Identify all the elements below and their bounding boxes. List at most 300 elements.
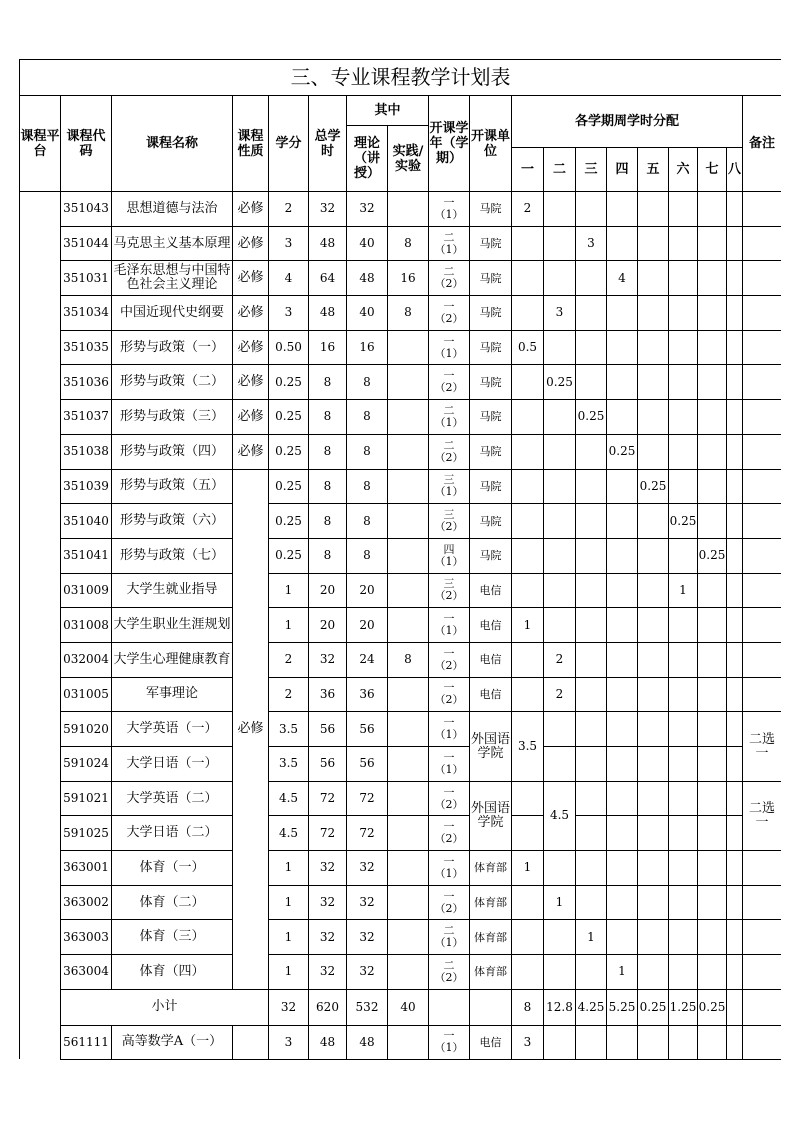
total-hours: 64 <box>309 261 347 296</box>
practice-hours <box>388 608 429 643</box>
open-year: 一 <box>443 889 455 903</box>
open-term <box>429 469 470 504</box>
theory-hours: 16 <box>347 330 388 365</box>
semester-hours-6: 1 <box>669 573 698 608</box>
theory-hours: 8 <box>347 469 388 504</box>
open-term <box>429 365 470 400</box>
semester-hours-8 <box>727 642 743 677</box>
semester-hours-3 <box>576 330 607 365</box>
semester-hours-4 <box>607 296 638 331</box>
semester-hours-2: 4.5 <box>544 781 576 850</box>
theory-hours: 40 <box>347 296 388 331</box>
credit: 4.5 <box>269 781 309 816</box>
header-total-hours: 总学时 <box>309 96 347 192</box>
semester-hours-5 <box>638 816 669 851</box>
theory-hours: 8 <box>347 400 388 435</box>
table-row <box>20 955 782 990</box>
semester-hours-5 <box>638 920 669 955</box>
semester-hours-2 <box>544 469 576 504</box>
semester-hours-2: 2 <box>544 642 576 677</box>
course-name: 思想道德与法治 <box>112 192 233 227</box>
semester-hours-1 <box>512 226 544 261</box>
subtotal-remark <box>743 989 782 1025</box>
table-row <box>20 400 782 435</box>
open-semester: （2） <box>434 381 464 395</box>
course-code: 351044 <box>61 226 112 261</box>
course-code: 031005 <box>61 677 112 712</box>
remark <box>743 538 782 573</box>
semester-hours-5 <box>638 608 669 643</box>
total-hours: 8 <box>309 400 347 435</box>
subtotal-semester-5: 0.25 <box>638 989 669 1025</box>
open-semester: （1） <box>434 866 464 880</box>
semester-hours-4 <box>607 747 638 782</box>
semester-hours-4 <box>607 712 638 747</box>
total-hours: 16 <box>309 330 347 365</box>
theory-hours: 32 <box>347 885 388 920</box>
total-hours: 48 <box>309 1025 347 1059</box>
remark <box>743 400 782 435</box>
semester-hours-4 <box>607 365 638 400</box>
semester-hours-2 <box>544 434 576 469</box>
course-nature: 必修 <box>233 192 269 227</box>
open-year: 三 <box>443 508 455 522</box>
open-term <box>429 538 470 573</box>
remark <box>743 469 782 504</box>
semester-hours-3 <box>576 192 607 227</box>
header-semester-8: 八 <box>727 148 743 192</box>
table-row <box>20 296 782 331</box>
practice-hours <box>388 712 429 747</box>
semester-hours-5 <box>638 851 669 886</box>
semester-hours-6 <box>669 226 698 261</box>
semester-hours-7 <box>698 573 727 608</box>
course-code: 351041 <box>61 538 112 573</box>
dept: 马院 <box>470 504 512 539</box>
semester-hours-5 <box>638 434 669 469</box>
dept: 电信 <box>470 608 512 643</box>
practice-hours <box>388 955 429 990</box>
semester-hours-2 <box>544 538 576 573</box>
remark <box>743 192 782 227</box>
semester-hours-5 <box>638 226 669 261</box>
semester-hours-8 <box>727 330 743 365</box>
remark <box>743 365 782 400</box>
table-row <box>20 226 782 261</box>
dept: 马院 <box>470 261 512 296</box>
open-term <box>429 504 470 539</box>
course-name: 中国近现代史纲要 <box>112 296 233 331</box>
theory-hours: 20 <box>347 608 388 643</box>
table-row <box>20 573 782 608</box>
header-semester-7: 七 <box>698 148 727 192</box>
total-hours: 8 <box>309 434 347 469</box>
semester-hours-1 <box>512 955 544 990</box>
semester-hours-6 <box>669 816 698 851</box>
practice-hours <box>388 573 429 608</box>
dept: 电信 <box>470 677 512 712</box>
semester-hours-4 <box>607 885 638 920</box>
semester-hours-1: 2 <box>512 192 544 227</box>
semester-hours-3 <box>576 1025 607 1059</box>
semester-hours-7 <box>698 192 727 227</box>
course-name: 体育（二） <box>112 885 233 920</box>
header-semester-3: 三 <box>576 148 607 192</box>
semester-hours-1: 1 <box>512 851 544 886</box>
semester-hours-8 <box>727 365 743 400</box>
course-name: 大学生就业指导 <box>112 573 233 608</box>
table-row <box>20 816 782 851</box>
semester-hours-2 <box>544 261 576 296</box>
theory-hours: 72 <box>347 781 388 816</box>
remark <box>743 885 782 920</box>
subtotal-semester-4: 5.25 <box>607 989 638 1025</box>
semester-hours-8 <box>727 851 743 886</box>
open-semester: （1） <box>434 346 464 360</box>
semester-hours-8 <box>727 538 743 573</box>
semester-hours-7 <box>698 642 727 677</box>
semester-hours-4 <box>607 677 638 712</box>
practice-hours <box>388 677 429 712</box>
practice-hours <box>388 434 429 469</box>
table-row <box>20 330 782 365</box>
semester-hours-3 <box>576 851 607 886</box>
practice-hours <box>388 851 429 886</box>
table-row <box>20 261 782 296</box>
open-year: 一 <box>443 716 455 730</box>
open-term <box>429 400 470 435</box>
semester-hours-2 <box>544 608 576 643</box>
open-semester: （1） <box>434 1041 464 1055</box>
table-row <box>20 365 782 400</box>
dept: 体育部 <box>470 851 512 886</box>
semester-hours-2 <box>544 192 576 227</box>
dept: 外国语学院 <box>470 781 512 850</box>
open-year: 二 <box>443 924 455 938</box>
open-year: 一 <box>443 820 455 834</box>
semester-hours-1 <box>512 400 544 435</box>
course-nature: 必修 <box>233 365 269 400</box>
semester-hours-4: 4 <box>607 261 638 296</box>
credit: 3 <box>269 296 309 331</box>
semester-hours-6 <box>669 608 698 643</box>
credit: 0.25 <box>269 538 309 573</box>
credit: 0.50 <box>269 330 309 365</box>
course-code: 351035 <box>61 330 112 365</box>
semester-hours-7 <box>698 296 727 331</box>
semester-hours-5 <box>638 504 669 539</box>
course-name: 毛泽东思想与中国特色社会主义理论 <box>112 261 233 296</box>
remark <box>743 677 782 712</box>
course-name: 高等数学A（一） <box>112 1025 233 1059</box>
credit: 1 <box>269 885 309 920</box>
subtotal-semester-8 <box>727 989 743 1025</box>
practice-hours <box>388 1025 429 1059</box>
semester-hours-5 <box>638 538 669 573</box>
course-name: 体育（四） <box>112 955 233 990</box>
semester-hours-4 <box>607 816 638 851</box>
semester-hours-4 <box>607 781 638 816</box>
remark <box>743 504 782 539</box>
practice-hours <box>388 365 429 400</box>
semester-hours-6 <box>669 330 698 365</box>
semester-hours-6 <box>669 781 698 816</box>
semester-hours-3 <box>576 885 607 920</box>
total-hours: 20 <box>309 573 347 608</box>
subtotal-row <box>20 989 782 1025</box>
semester-hours-2 <box>544 920 576 955</box>
semester-hours-7 <box>698 261 727 296</box>
semester-hours-1 <box>512 573 544 608</box>
semester-hours-2 <box>544 1025 576 1059</box>
open-year: 三 <box>443 577 455 591</box>
semester-hours-8 <box>727 192 743 227</box>
remark-choose-one: 二选一 <box>743 712 782 781</box>
credit: 4.5 <box>269 816 309 851</box>
semester-hours-3: 3 <box>576 226 607 261</box>
total-hours: 32 <box>309 642 347 677</box>
semester-hours-6 <box>669 365 698 400</box>
header-semester-2: 二 <box>544 148 576 192</box>
theory-hours: 8 <box>347 538 388 573</box>
open-term <box>429 955 470 990</box>
semester-hours-5 <box>638 1025 669 1059</box>
semester-hours-6 <box>669 885 698 920</box>
dept: 马院 <box>470 400 512 435</box>
header-credit: 学分 <box>269 96 309 192</box>
theory-hours: 48 <box>347 1025 388 1059</box>
practice-hours <box>388 816 429 851</box>
open-year: 三 <box>443 473 455 487</box>
semester-hours-7 <box>698 781 727 816</box>
course-code: 351031 <box>61 261 112 296</box>
credit: 1 <box>269 573 309 608</box>
semester-hours-8 <box>727 816 743 851</box>
subtotal-semester-2: 12.8 <box>544 989 576 1025</box>
semester-hours-4 <box>607 573 638 608</box>
open-semester: （1） <box>434 242 464 256</box>
semester-hours-3 <box>576 296 607 331</box>
open-term <box>429 851 470 886</box>
semester-hours-8 <box>727 712 743 747</box>
open-term <box>429 816 470 851</box>
credit: 0.25 <box>269 400 309 435</box>
dept: 体育部 <box>470 955 512 990</box>
dept: 马院 <box>470 226 512 261</box>
semester-hours-6 <box>669 261 698 296</box>
open-year: 一 <box>443 1029 455 1043</box>
open-year: 一 <box>443 785 455 799</box>
dept: 外国语学院 <box>470 712 512 781</box>
semester-hours-7 <box>698 400 727 435</box>
semester-hours-4: 0.25 <box>607 434 638 469</box>
dept: 马院 <box>470 296 512 331</box>
open-year: 一 <box>443 646 455 660</box>
course-name: 军事理论 <box>112 677 233 712</box>
semester-hours-2 <box>544 712 576 747</box>
dept: 马院 <box>470 365 512 400</box>
subtotal-label: 小计 <box>61 989 269 1025</box>
course-code: 031008 <box>61 608 112 643</box>
semester-hours-4 <box>607 851 638 886</box>
semester-hours-3 <box>576 781 607 816</box>
open-term <box>429 434 470 469</box>
course-name: 形势与政策（四） <box>112 434 233 469</box>
remark <box>743 920 782 955</box>
semester-hours-3: 0.25 <box>576 400 607 435</box>
semester-hours-6 <box>669 400 698 435</box>
semester-hours-5 <box>638 192 669 227</box>
theory-hours: 72 <box>347 816 388 851</box>
course-name: 形势与政策（七） <box>112 538 233 573</box>
subtotal-semester-1: 8 <box>512 989 544 1025</box>
semester-hours-4 <box>607 400 638 435</box>
dept: 马院 <box>470 330 512 365</box>
credit: 0.25 <box>269 504 309 539</box>
theory-hours: 56 <box>347 712 388 747</box>
semester-hours-8 <box>727 469 743 504</box>
semester-hours-1 <box>512 538 544 573</box>
semester-hours-3 <box>576 573 607 608</box>
practice-hours: 16 <box>388 261 429 296</box>
theory-hours: 48 <box>347 261 388 296</box>
open-semester: （2） <box>434 311 464 325</box>
open-year: 一 <box>443 854 455 868</box>
dept: 马院 <box>470 538 512 573</box>
total-hours: 48 <box>309 296 347 331</box>
semester-hours-7 <box>698 955 727 990</box>
semester-hours-2 <box>544 504 576 539</box>
header-platform: 课程平台 <box>20 96 61 192</box>
practice-hours <box>388 538 429 573</box>
semester-hours-8 <box>727 504 743 539</box>
course-name: 形势与政策（三） <box>112 400 233 435</box>
semester-hours-4 <box>607 226 638 261</box>
semester-hours-3 <box>576 955 607 990</box>
course-name: 体育（一） <box>112 851 233 886</box>
semester-hours-8 <box>727 400 743 435</box>
table-row <box>20 781 782 816</box>
semester-hours-2: 1 <box>544 885 576 920</box>
course-code: 591024 <box>61 747 112 782</box>
dept: 马院 <box>470 469 512 504</box>
semester-hours-6 <box>669 747 698 782</box>
open-year: 一 <box>443 334 455 348</box>
subtotal-open-term <box>429 989 470 1025</box>
open-year: 一 <box>443 195 455 209</box>
course-code: 351038 <box>61 434 112 469</box>
subtotal-semester-3: 4.25 <box>576 989 607 1025</box>
semester-hours-1: 3 <box>512 1025 544 1059</box>
open-semester: （2） <box>434 520 464 534</box>
open-year: 一 <box>443 612 455 626</box>
semester-hours-2: 3 <box>544 296 576 331</box>
total-hours: 72 <box>309 781 347 816</box>
remark <box>743 1025 782 1059</box>
total-hours: 48 <box>309 226 347 261</box>
open-term <box>429 677 470 712</box>
total-hours: 56 <box>309 712 347 747</box>
semester-hours-3 <box>576 365 607 400</box>
header-code: 课程代码 <box>61 96 112 192</box>
course-plan-table <box>19 59 781 1060</box>
theory-hours: 32 <box>347 192 388 227</box>
semester-hours-5 <box>638 400 669 435</box>
table-row <box>20 920 782 955</box>
total-hours: 72 <box>309 816 347 851</box>
semester-hours-3 <box>576 747 607 782</box>
subtotal-dept <box>470 989 512 1025</box>
practice-hours <box>388 885 429 920</box>
semester-hours-5 <box>638 955 669 990</box>
total-hours: 32 <box>309 955 347 990</box>
open-term <box>429 781 470 816</box>
semester-hours-2 <box>544 330 576 365</box>
header-semester-4: 四 <box>607 148 638 192</box>
semester-hours-7 <box>698 504 727 539</box>
semester-hours-1 <box>512 296 544 331</box>
practice-hours: 8 <box>388 642 429 677</box>
credit: 1 <box>269 608 309 643</box>
practice-hours <box>388 920 429 955</box>
course-code: 561111 <box>61 1025 112 1059</box>
semester-hours-6 <box>669 296 698 331</box>
semester-hours-4 <box>607 608 638 643</box>
credit: 0.25 <box>269 469 309 504</box>
dept: 马院 <box>470 434 512 469</box>
theory-hours: 32 <box>347 955 388 990</box>
header-nature: 课程性质 <box>233 96 269 192</box>
total-hours: 36 <box>309 677 347 712</box>
total-hours: 8 <box>309 504 347 539</box>
total-hours: 56 <box>309 747 347 782</box>
course-code: 351039 <box>61 469 112 504</box>
remark <box>743 955 782 990</box>
semester-hours-1: 0.5 <box>512 330 544 365</box>
table-row <box>20 677 782 712</box>
header-open-term: 开课学年（学期） <box>429 96 470 192</box>
practice-hours <box>388 400 429 435</box>
semester-hours-7 <box>698 608 727 643</box>
open-year: 二 <box>443 230 455 244</box>
course-code: 031009 <box>61 573 112 608</box>
theory-hours: 8 <box>347 504 388 539</box>
semester-hours-4 <box>607 330 638 365</box>
open-year: 一 <box>443 299 455 313</box>
table-row <box>20 469 782 504</box>
table-row <box>20 192 782 227</box>
course-name: 大学日语（二） <box>112 816 233 851</box>
semester-hours-1 <box>512 920 544 955</box>
open-term <box>429 712 470 747</box>
open-term <box>429 642 470 677</box>
course-code: 032004 <box>61 642 112 677</box>
semester-hours-2 <box>544 573 576 608</box>
semester-hours-1 <box>512 504 544 539</box>
semester-hours-3 <box>576 608 607 643</box>
course-code: 351043 <box>61 192 112 227</box>
credit: 2 <box>269 192 309 227</box>
course-name: 大学生心理健康教育 <box>112 642 233 677</box>
subtotal-semester-6: 1.25 <box>669 989 698 1025</box>
semester-hours-3 <box>576 712 607 747</box>
dept: 电信 <box>470 1025 512 1059</box>
semester-hours-1 <box>512 261 544 296</box>
semester-hours-4 <box>607 192 638 227</box>
semester-hours-7 <box>698 469 727 504</box>
open-semester: （1） <box>434 485 464 499</box>
open-semester: （1） <box>434 936 464 950</box>
